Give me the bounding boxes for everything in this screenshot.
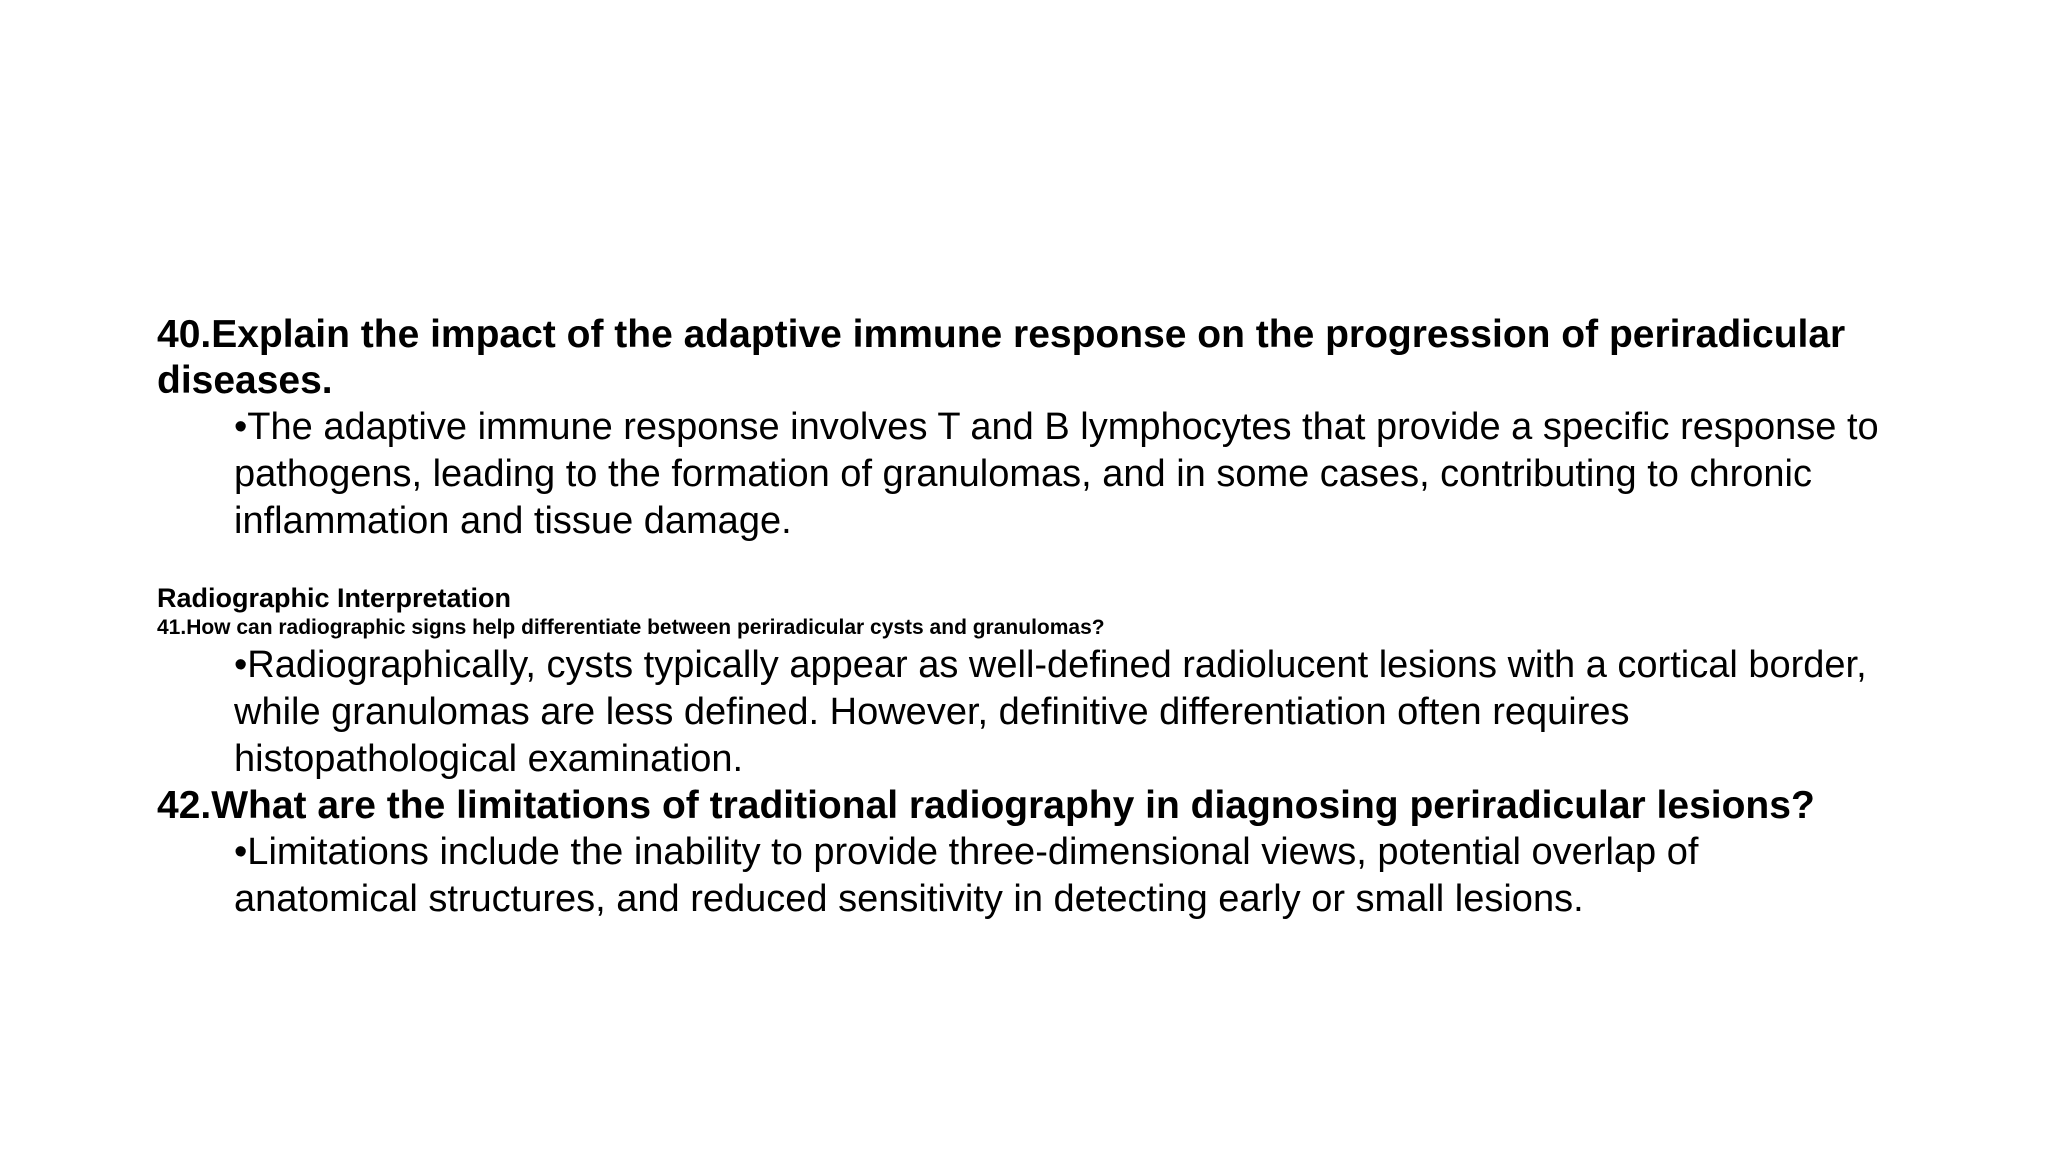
answer-40: •The adaptive immune response involves T and B lymphocytes that provide a specific response to pathogens, leading to the formation of granulomas, and in some cases, contributing to chronic inflammation and tissue damage. xyxy=(234,406,1879,542)
slide-content xyxy=(157,312,1957,923)
section-heading: Radiographic Interpretation xyxy=(157,583,512,613)
answer-42: •Limitations include the inability to provide three-dimensional views, potential overlap of anatomical structures, and reduced sensitivity in detecting early or small lesions. xyxy=(234,831,1699,920)
answer-41: •Radiographically, cysts typically appear as well-defined radiolucent lesions with a cortical border, while granulomas are less defined. However, definitive differentiation often requires histopathological examination. xyxy=(234,644,1867,780)
question-40: 40.Explain the impact of the adaptive immune response on the progression of periradicular diseases. xyxy=(157,313,1846,402)
question-41: 41.How can radiographic signs help differentiate between periradicular cysts and granulomas? xyxy=(157,616,1105,639)
question-42: 42.What are the limitations of traditional radiography in diagnosing periradicular lesions? xyxy=(157,784,1815,827)
